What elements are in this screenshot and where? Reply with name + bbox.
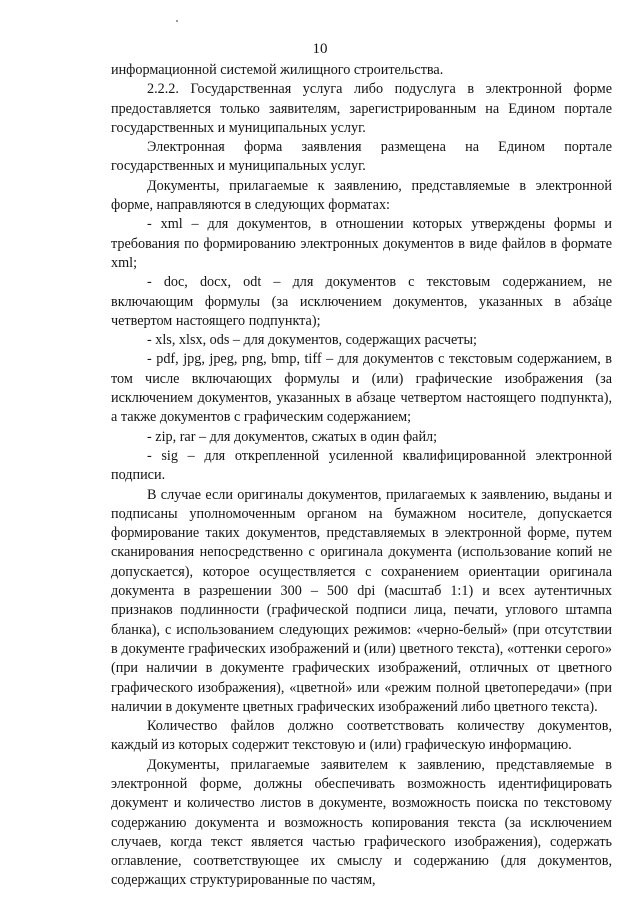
paragraph: 2.2.2. Государственная услуга либо подуслуга в электронной форме предоставляется только заявителям, зарегистрированным на Едином портале государственных и муниципальных услуг. xyxy=(111,81,612,136)
paragraph: Количество файлов должно соответствовать количеству документов, каждый из которых содержит текстовую и (или) графическую информацию. xyxy=(111,718,612,754)
paragraph: Электронная форма заявления размещена на Едином портале государственных и муниципальных услуг. xyxy=(111,139,612,175)
list-item-doc: - doc, docx, odt – для документов с текстовым содержанием, не включающим формулы (за исключением документов, указанных в абзаце четвертом настоящего подпункта); xyxy=(111,274,612,329)
list-item-xls: - xls, xlsx, ods – для документов, содержащих расчеты; xyxy=(147,332,477,349)
list-item-pdf: - pdf, jpg, jpeg, png, bmp, tiff – для документов с текстовым содержанием, в том числе включающих формулы и (или) графические изображения (за исключением документов, указанных в абзаце четвертом настоящего подпункта), а также документов с графическим содержанием; xyxy=(111,351,612,426)
list-item-xml: - xml – для документов, в отношении которых утверждены формы и требования по формированию электронных документов в виде файлов в формате xml; xyxy=(111,216,612,271)
page-number: 10 xyxy=(312,41,328,57)
list-item-zip: - zip, rar – для документов, сжатых в один файл; xyxy=(147,428,438,445)
paragraph: В случае если оригиналы документов, прилагаемых к заявлению, выданы и подписаны уполномоченным органом на бумажном носителе, допускается формирование таких документов, представляемых в электронной форме, путем сканирования непосредственно с оригинала документа (использование копий не допускается), которое осуществляется с сохранением ориентации оригинала документа в разрешении 300 – 500 dpi (масштаб 1:1) и всех аутентичных признаков подлинности (графической подписи лица, печати, углового штампа бланка), с использованием следующих режимов: «черно-белый» (при отсутствии в документе графических изображений и (или) цветного текста), «оттенки серого» (при наличии в документе графических изображений, отличных от цветного графического изображения), «цветной» или «режим полной цветопередачи» (при наличии в документе цветных графических изображений либо цветного текста). xyxy=(111,486,612,715)
paragraph: Документы, прилагаемые заявителем к заявлению, представляемые в электронной форме, должны обеспечивать возможность идентифицировать документ и количество листов в документе, возможность поиска по текстовому содержанию документа и возможность копирования текста (за исключением случаев, когда текст является частью графического изображения), содержать оглавление, соответствующее их смыслу и содержанию (для документов, содержащих структурированные по частям, xyxy=(111,756,612,889)
list-item-sig: - sig – для открепленной усиленной квалифицированной электронной подписи. xyxy=(111,447,612,484)
paragraph: Документы, прилагаемые к заявлению, представляемые в электронной форме, направляются в следующих форматах: xyxy=(111,177,612,214)
document-body xyxy=(111,61,612,891)
paragraph-continuation: информационной системой жилищного строительства. xyxy=(111,62,444,78)
scan-speck xyxy=(176,20,178,22)
